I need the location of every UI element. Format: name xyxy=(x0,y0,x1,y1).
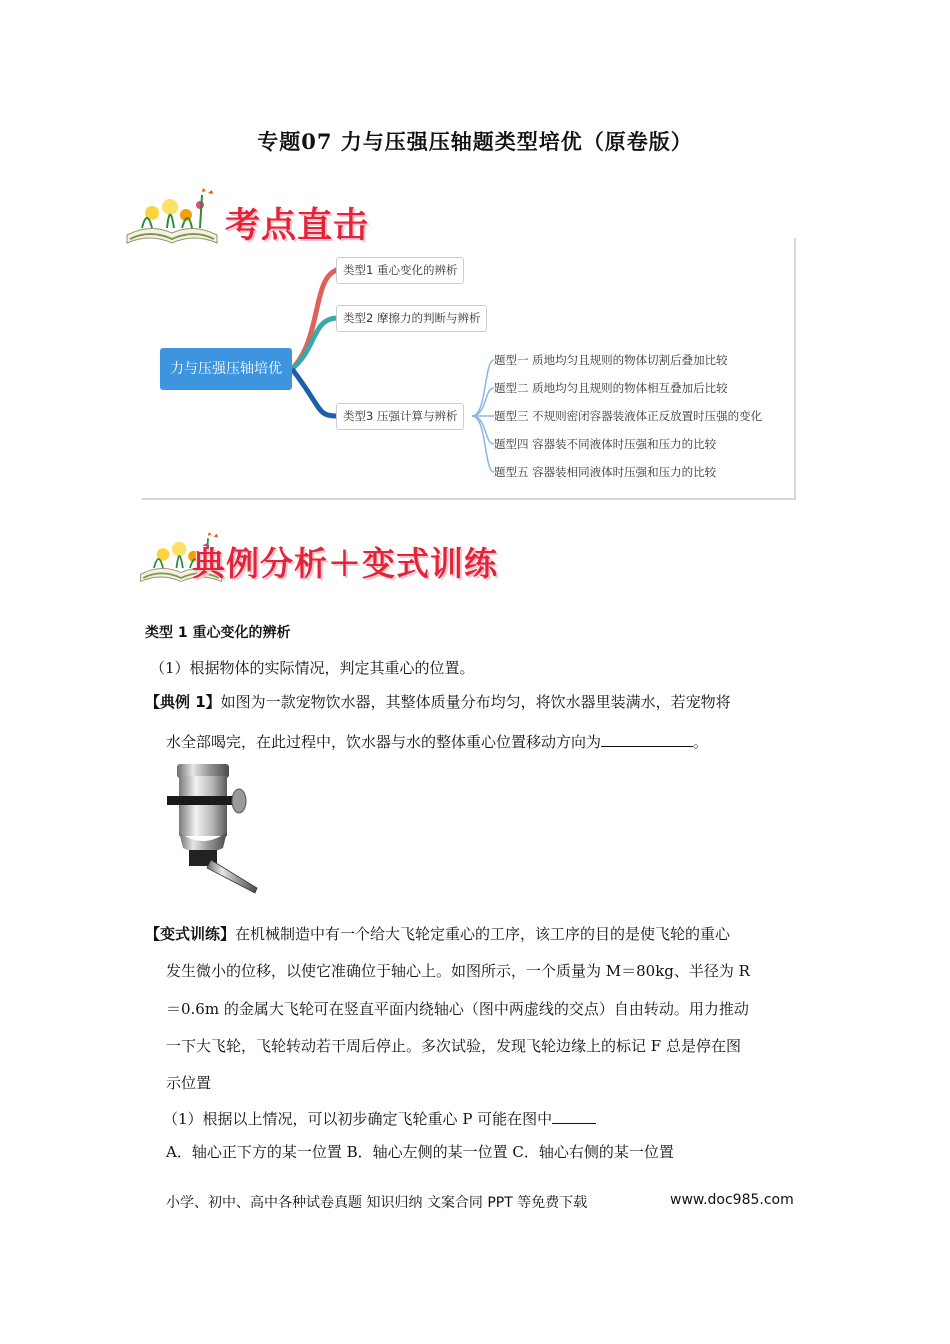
mindmap-subtype-2: 题型二 质地均匀且规则的物体相互叠加后比较 xyxy=(494,381,728,395)
section-banner-examples: 典例分析＋变式训练 xyxy=(192,544,498,583)
example-text-2: 水全部喝完，在此过程中，饮水器与水的整体重心位置移动方向为 xyxy=(166,733,602,751)
mindmap-type-1: 类型1 重心变化的辨析 xyxy=(336,257,464,284)
example-text-1: 如图为一款宠物饮水器，其整体质量分布均匀，将饮水器里装满水，若宠物将 xyxy=(220,693,731,711)
example-label: 【典例 1】 xyxy=(145,693,221,711)
variant-line-3: ＝0.6m 的金属大飞轮可在竖直平面内绕轴心（图中两虚线的交点）自由转动。用力推动 xyxy=(166,1000,749,1018)
mindmap-diagram xyxy=(142,238,796,500)
question-1-options: A．轴心正下方的某一位置 B．轴心左侧的某一位置 C．轴心右侧的某一位置 xyxy=(166,1143,674,1161)
question-1-blank xyxy=(552,1108,596,1124)
point-1: （1）根据物体的实际情况，判定其重心的位置。 xyxy=(150,659,475,677)
example-end: 。 xyxy=(693,733,709,751)
mindmap-subtype-5: 题型五 容器装相同液体时压强和压力的比较 xyxy=(494,465,717,479)
answer-blank xyxy=(601,731,693,747)
mindmap-root-node: 力与压强压轴培优 xyxy=(160,348,292,390)
question-1-text: （1）根据以上情况，可以初步确定飞轮重心 P 可能在图中 xyxy=(163,1110,553,1128)
mindmap-subtype-1: 题型一 质地均匀且规则的物体切割后叠加比较 xyxy=(494,353,728,367)
section-heading: 类型 1 重心变化的辨析 xyxy=(145,625,291,641)
variant-line-2: 发生微小的位移，以使它准确位于轴心上。如图所示，一个质量为 M＝80kg、半径为 R xyxy=(166,962,750,980)
variant-line-5: 示位置 xyxy=(166,1074,212,1092)
footer-url[interactable]: www.doc985.com xyxy=(670,1192,794,1208)
example-1-line-1 xyxy=(145,692,731,712)
mindmap-type-2: 类型2 摩擦力的判断与辨析 xyxy=(336,305,487,332)
mindmap-subtype-4: 题型四 容器装不同液体时压强和压力的比较 xyxy=(494,437,717,451)
mindmap-subtype-3: 题型三 不规则密闭容器装液体正反放置时压强的变化 xyxy=(494,409,763,423)
mindmap-type-3: 类型3 压强计算与辨析 xyxy=(336,403,464,430)
question-1 xyxy=(163,1108,596,1129)
document-title: 专题07 力与压强压轴题类型培优（原卷版） xyxy=(257,129,693,154)
variant-line-4: 一下大飞轮，飞轮转动若干周后停止。多次试验，发现飞轮边缘上的标记 F 总是停在图 xyxy=(166,1037,741,1055)
example-1-line-2 xyxy=(166,731,708,752)
footer-text: 小学、初中、高中各种试卷真题 知识归纳 文案合同 PPT 等免费下载 xyxy=(166,1195,588,1211)
variant-line-1 xyxy=(145,924,730,944)
variant-label: 【变式训练】 xyxy=(145,925,236,943)
variant-text-1: 在机械制造中有一个给大飞轮定重心的工序，该工序的目的是使飞轮的重心 xyxy=(235,925,731,943)
pet-water-bottle-image xyxy=(165,760,265,898)
section-banner-kaodian: 考点直击 xyxy=(225,206,370,246)
